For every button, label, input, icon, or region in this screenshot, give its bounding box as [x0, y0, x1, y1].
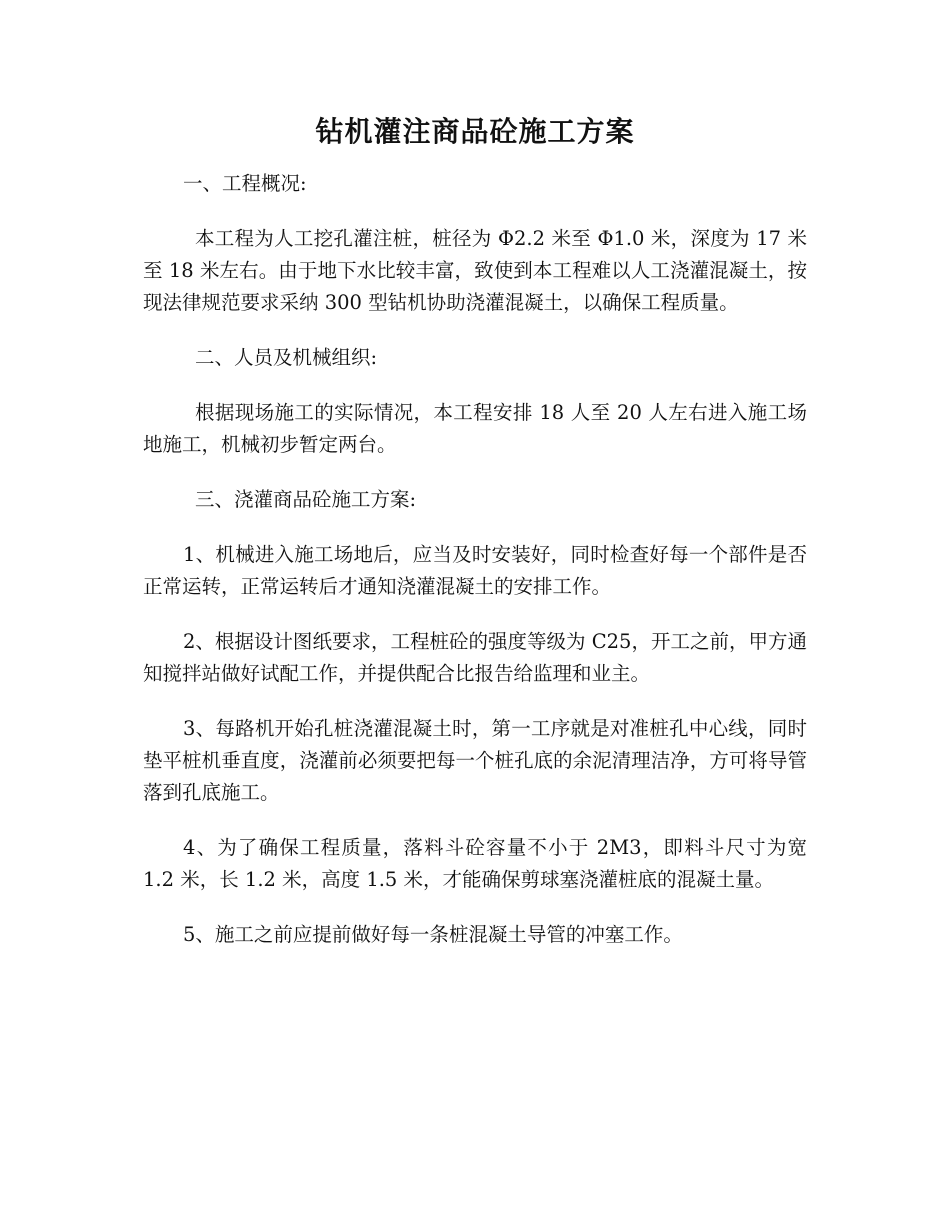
section-2-paragraph: 根据现场施工的实际情况，本工程安排 18 人至 20 人左右进入施工场地施工，机械初步暂定两台。	[143, 401, 807, 456]
document-body	[143, 168, 807, 974]
section-3-heading: 三、浇灌商品砼施工方案:	[195, 488, 417, 511]
section-1-heading: 一、工程概况:	[183, 172, 307, 195]
section-3-item-4: 4、为了确保工程质量，落料斗砼容量不小于 2M3，即料斗尺寸为宽 1.2 米，长 1.2 米，高度 1.5 米，才能确保剪球塞浇灌桩底的混凝土量。	[143, 836, 807, 891]
section-3-item-1: 1、机械进入施工场地后，应当及时安装好，同时检查好每一个部件是否正常运转，正常运转后才通知浇灌混凝土的安排工作。	[143, 543, 807, 598]
section-3-item-2: 2、根据设计图纸要求，工程桩砼的强度等级为 C25，开工之前，甲方通知搅拌站做好试配工作，并提供配合比报告给监理和业主。	[143, 630, 807, 685]
section-3-item-5: 5、施工之前应提前做好每一条桩混凝土导管的冲塞工作。	[183, 923, 683, 946]
section-1-paragraph: 本工程为人工挖孔灌注桩，桩径为 Φ2.2 米至 Φ1.0 米，深度为 17 米至 18 米左右。由于地下水比较丰富，致使到本工程难以人工浇灌混凝土，按现法律规范要求采纳 300 型钻机协助浇灌混凝土，以确保工程质量。	[143, 227, 807, 314]
section-2-heading: 二、人员及机械组织:	[195, 346, 378, 369]
section-3-item-3: 3、每路机开始孔桩浇灌混凝土时，第一工序就是对准桩孔中心线，同时垫平桩机垂直度，浇灌前必须要把每一个桩孔底的余泥清理洁净，方可将导管落到孔底施工。	[143, 717, 807, 804]
document-title: 钻机灌注商品砼施工方案	[315, 115, 635, 148]
